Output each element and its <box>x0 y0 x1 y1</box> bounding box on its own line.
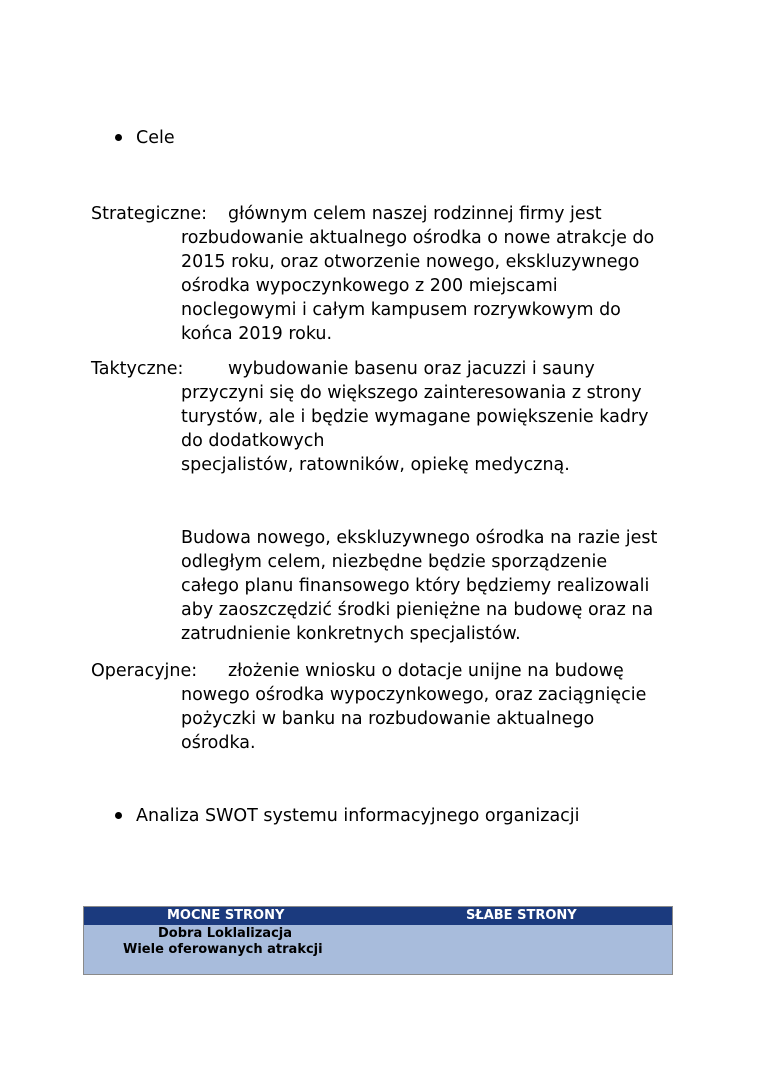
swot-table-header <box>84 907 672 925</box>
text-line: ośrodka wypoczynkowego z 200 miejscami <box>181 276 558 296</box>
text-line: turystów, ale i będzie wymagane powiększenie kadry <box>181 407 649 427</box>
label-operacyjne: Operacyjne: <box>91 661 198 681</box>
taktyczne-second-paragraph <box>181 526 657 646</box>
text-line: rozbudowanie aktualnego ośrodka o nowe atrakcje do <box>181 228 655 248</box>
text-line: pożyczki w banku na rozbudowanie aktualnego <box>181 709 595 729</box>
strategiczne-body <box>181 226 654 346</box>
text-line: 2015 roku, oraz otworzenie nowego, ekskluzywnego <box>181 252 640 272</box>
heading-cele: Cele <box>136 128 175 148</box>
header-mocne-strony: MOCNE STRONY <box>167 908 285 923</box>
strength-item: Dobra Loklalizacja <box>158 926 293 941</box>
text-line: nowego ośrodka wypoczynkowego, oraz zaciągnięcie <box>181 685 647 705</box>
text-line: całego planu finansowego który będziemy realizowali <box>181 576 650 596</box>
taktyczne-first-line: wybudowanie basenu oraz jacuzzi i sauny <box>228 359 595 379</box>
text-line: aby zaoszczędzić środki pieniężne na budowę oraz na <box>181 600 654 620</box>
bullet-dot <box>115 134 122 141</box>
operacyjne-first-line: złożenie wniosku o dotacje unijne na budowę <box>228 661 624 681</box>
heading-analiza-swot: Analiza SWOT systemu informacyjnego organizacji <box>136 806 580 826</box>
taktyczne-body <box>181 381 648 477</box>
text-line: zatrudnienie konkretnych specjalistów. <box>181 624 521 644</box>
text-line: specjalistów, ratowników, opiekę medyczną. <box>181 455 570 475</box>
text-line: ośrodka. <box>181 733 256 753</box>
swot-table <box>83 906 673 975</box>
strategiczne-first-line: głównym celem naszej rodzinnej firmy jest <box>228 204 602 224</box>
text-line: noclegowymi i całym kampusem rozrywkowym do <box>181 300 621 320</box>
label-strategiczne: Strategiczne: <box>91 204 208 224</box>
text-line: do dodatkowych <box>181 431 325 451</box>
strength-item: Wiele oferowanych atrakcji <box>123 942 323 957</box>
text-line: Budowa nowego, ekskluzywnego ośrodka na razie jest <box>181 528 658 548</box>
label-taktyczne: Taktyczne: <box>91 359 184 379</box>
bullet-dot <box>115 812 122 819</box>
text-line: przyczyni się do większego zainteresowania z strony <box>181 383 642 403</box>
text-line: końca 2019 roku. <box>181 324 333 344</box>
operacyjne-body <box>181 683 646 755</box>
header-slabe-strony: SŁABE STRONY <box>466 908 577 923</box>
text-line: odległym celem, niezbędne będzie sporządzenie <box>181 552 608 572</box>
